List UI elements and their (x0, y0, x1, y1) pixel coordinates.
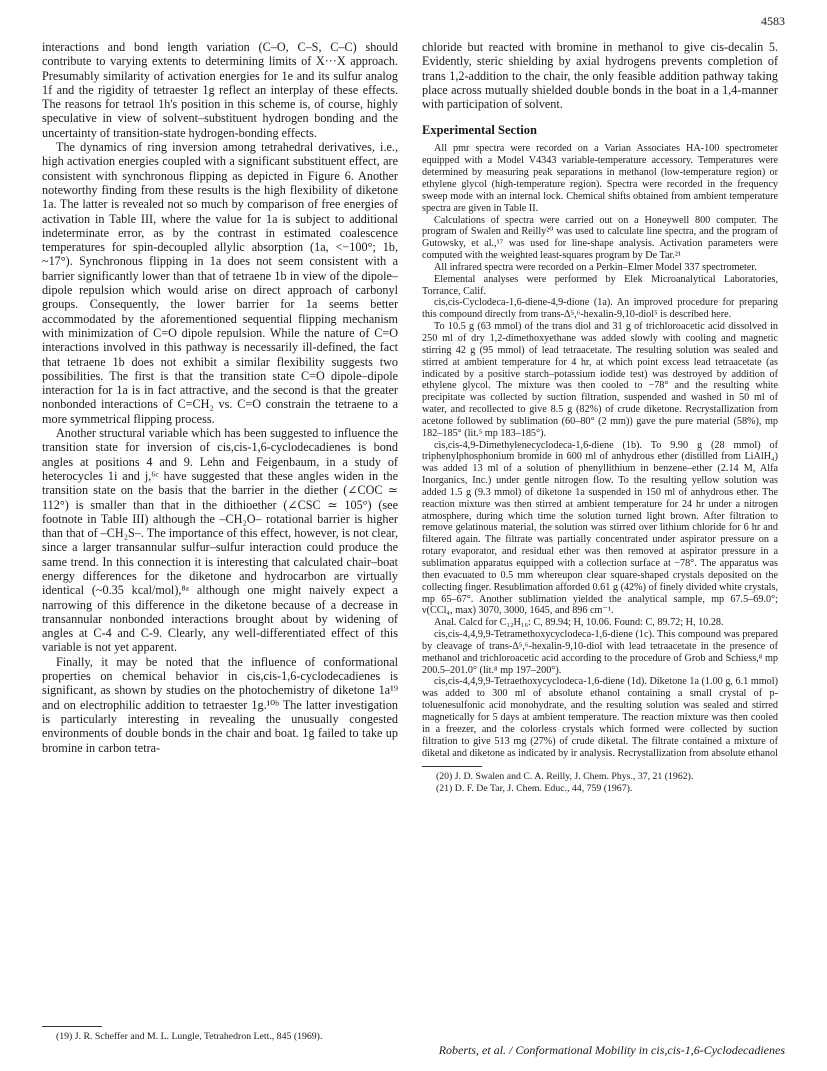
exp-paragraph-5: cis,cis-Cyclodeca-1,6-diene-4,9-dione (1a). An improved procedure for preparing this compound directly from trans-Δ⁵,⁶-hexalin-9,10-diol⁵ is described here. (422, 297, 778, 321)
left-paragraph-1: interactions and bond length variation (C–O, C–S, C–C) should contribute to varying extents to determining limits of X···X approach. Presumably similarity of activation energies for 1e and its sulfur analog 1f and the rigidity of tetraester 1g reflect an interplay of these effects. The reasons for tetraol 1h's position in this scheme is, of course, highly speculative in view of solvent–substituent hydrogen bonding and the uncertainty of transition-state hydrogen-bonding effects. (42, 40, 398, 140)
left-paragraph-3: Another structural variable which has been suggested to influence the transition state for inversion of cis,cis-1,6-cyclodecadienes is bond angles at positions 4 and 9. Lehn and Feigenbaum, in a study of heterocycles 1i and j,⁶ᶜ have suggested that these angles widen in the transition state on the basis that the barrier in the diether (∠COC ≃ 112°) is smaller than that in the dithioether (∠CSC ≃ 105°) (see footnote in Table III) although the –CH₂O– rotational barrier is higher than that of –CH₂S–. The importance of this effect, however, is not clear, since a larger transannular sulfur–sulfur interaction could produce the same trend. In this connection it is interesting that calculated chair–boat energy differences for the diketone and hydrocarbon are virtually identical (~0.35 kcal/mol),⁸ᵃ although one might naively expect a narrowing of this difference in the diketone because of a decrease in transannular nonbonded interactions brought about by widening of angles at C-4 and C-9. Clearly, any well-differentiated effect of this variable is not yet apparent. (42, 426, 398, 655)
running-footer: Roberts, et al. / Conformational Mobility in cis,cis-1,6-Cyclodecadienes (438, 1043, 785, 1057)
footnote-19: (19) J. R. Scheffer and M. L. Lungle, Tetrahedron Lett., 845 (1969). (56, 1031, 323, 1042)
footnote-rule (42, 1026, 102, 1027)
exp-paragraph-9: cis,cis-4,4,9,9-Tetramethoxycyclodeca-1,6-diene (1c). This compound was prepared by cleavage of trans-Δ⁵,⁶-hexalin-9,10-diol with lead tetraacetate in the presence of methanol and trichloroacetic acid according to the procedure of Grob and Schiess,⁸ mp 200.5–201.0° (lit.⁸ mp 197–200°). (422, 629, 778, 676)
left-column (42, 40, 398, 755)
left-paragraph-4: Finally, it may be noted that the influence of conformational properties on chemical behavior in cis,cis-1,6-cyclodecadienes is significant, as shown by studies on the photochemistry of diketone 1a¹⁹ and on electrophilic addition to tetraester 1g.¹⁰ᵇ The latter investigation is particularly interesting in revealing the unusually congested environments of double bonds in the chair and boat. 1g failed to take up bromine in carbon tetra- (42, 654, 398, 755)
page-number: 4583 (761, 14, 785, 28)
left-footnote-block (42, 1019, 398, 1043)
footnote-21: (21) D. F. De Tar, J. Chem. Educ., 44, 759 (1967). (436, 782, 633, 794)
left-paragraph-2: The dynamics of ring inversion among tetrahedral derivatives, i.e., high activation energies coupled with a significant substituent effect, are consistent with synchronous flipping as depicted in Figure 6. Another noteworthy finding from these results is the high flexibility of diketone 1a. The latter is revealed not so much by comparison of free energies of activation in Table III, where the value for 1a is subject to additional indeterminate error, as by the contrast in estimated coalescence temperatures for spin-decoupled allylic absorption (1a, <−100°; 1b, ~17°). Synchronous flipping in 1a does not seem consistent with a barrier significantly lower than that of tetraene 1b in view of the dipole–dipole repulsion which would arise on direct approach of carbonyl groups. Consequently, the lower barrier for 1a seems better accommodated by the aforementioned sequential flipping mechanism with minimization of C=O dipole repulsion. While the nature of C=O interactions involved in this pathway is necessarily ill-defined, the fact that tetraene 1b does not exhibit a similar flexibility suggests two possibilities. The first is that the transition state C=O dipole–dipole interaction for 1a is in fact attractive, and the second is that the greater nonbonded interactions of C=CH₂ vs. C=O constrain the tetraene to a more symmetrical flipping process. (42, 140, 398, 426)
exp-paragraph-4: Elemental analyses were performed by Elek Microanalytical Laboratories, Torrance, Calif. (422, 273, 778, 297)
right-intro-paragraph: chloride but reacted with bromine in methanol to give cis-decalin 5. Evidently, steric shielding by axial hydrogens prevents completion of trans 1,2-addition to the chair, the only feasible addition pathway taking place across mutually shielded double bonds in the boat in a 1,4-manner with participation of solvent. (422, 40, 778, 112)
exp-paragraph-3: All infrared spectra were recorded on a Perkin–Elmer Model 337 spectrometer. (434, 261, 757, 273)
exp-paragraph-1: All pmr spectra were recorded on a Varian Associates HA-100 spectrometer equipped with a Model V4343 variable-temperature accessory. Temperatures were determined by measuring peak separations in methanol (low-temperature region) or ethylene glycol (high-temperature region). Spectra were recorded in the frequency sweep mode with an internal lock. Chemical shifts obtained from ambient temperature spectra are given in Table II. (422, 143, 778, 214)
right-intro (422, 40, 778, 111)
footnote-20: (20) J. D. Swalen and C. A. Reilly, J. Chem. Phys., 37, 21 (1962). (436, 771, 694, 783)
exp-paragraph-6: To 10.5 g (63 mmol) of the trans diol and 31 g of trichloroacetic acid dissolved in 250 ml of dry 1,2-dimethoxyethane was added slowly with cooling and magnetic stirring 42 g (95 mmol) of lead tetraacetate. The resulting solution was sealed and stirred at ambient temperature for 4 hr, at which point excess lead tetraacetate (as indicated by a positive starch–potassium iodide test) was destroyed by addition of ethylene glycol. The mixture was then cooled to −78° and the resulting white precipitate was collected by suction filtration, suspended and washed in 50 ml of water, and recollected to give 8.5 g (82%) of crude diketone. Recrystallization from acetone followed by sublimation (60–80° (2 mm)) gave the pure material (58%), mp 182–185° (lit.⁵ mp 183–185°). (422, 321, 778, 439)
section-title-experimental: Experimental Section (422, 123, 537, 138)
exp-paragraph-2: Calculations of spectra were carried out on a Honeywell 800 computer. The program of Swalen and Reilly²⁰ was used to calculate line spectra, and the program of Gutowsky, et al.,¹⁷ was used for line-shape analysis. Activation parameters were computed with the weighted least-squares program by De Tar.²¹ (422, 214, 778, 262)
exp-paragraph-10: cis,cis-4,4,9,9-Tetraethoxycyclodeca-1,6-diene (1d). Diketone 1a (1.00 g, 6.1 mmol) was added to 300 ml of absolute ethanol containing a small crystal of p-toluenesulfonic acid monohydrate, and the resulting solution was sealed and stirred magnetically for 5 days at ambient temperature. The reaction mixture was then cooled in a freezer, and the colorless crystals which formed were collected by suction filtration to give 513 mg (27%) of crude diketal. The filtrate contained a mixture of diketal and diketone as indicated by ir analysis. Recrystallization from absolute ethanol (422, 676, 778, 759)
experimental-section (422, 143, 778, 759)
exp-paragraph-7: cis,cis-4,9-Dimethylenecyclodeca-1,6-diene (1b). To 9.90 g (28 mmol) of triphenylphosphonium bromide in 600 ml of anhydrous ether (distilled from LiAlH₄) was added 13 ml of a solution of phenyllithium in benzene–ether (2.14 M, Alfa Inorganics, Inc.) under gentle nitrogen flow. To the resulting yellow solution was added 1.5 g (9.3 mmol) of diketone 1a suspended in 150 ml of anhydrous ether. The reaction mixture was then stirred at ambient temperature for 24 hr under a nitrogen atmosphere, during which time the solution turned light brown. After filtration to remove gelatinous material, the solution was stirred over lithium chloride for 6 hr and filtered again. The filtrate was partially concentrated under aspirator pressure on a rotary evaporator, and residual ether was then removed at aspirator pressure in a sublimation apparatus equipped with a collection surface at −78°. The apparatus was then evacuated to 0.5 mm whereupon clear square-shaped crystals deposited on the collecting finger. Resublimation afforded 0.61 g (42%) of finely divided white crystals, mp 65–67°. Another sublimation yielded the analytical sample, mp 67.5–69.0°; ν(CCl₄, max) 3070, 3000, 1645, and 896 cm⁻¹. (422, 439, 778, 617)
footnote-rule-right (422, 766, 482, 767)
right-column (422, 40, 778, 795)
exp-paragraph-8: Anal. Calcd for C₁₂H₁₆: C, 89.94; H, 10.06. Found: C, 89.72; H, 10.28. (434, 617, 724, 629)
